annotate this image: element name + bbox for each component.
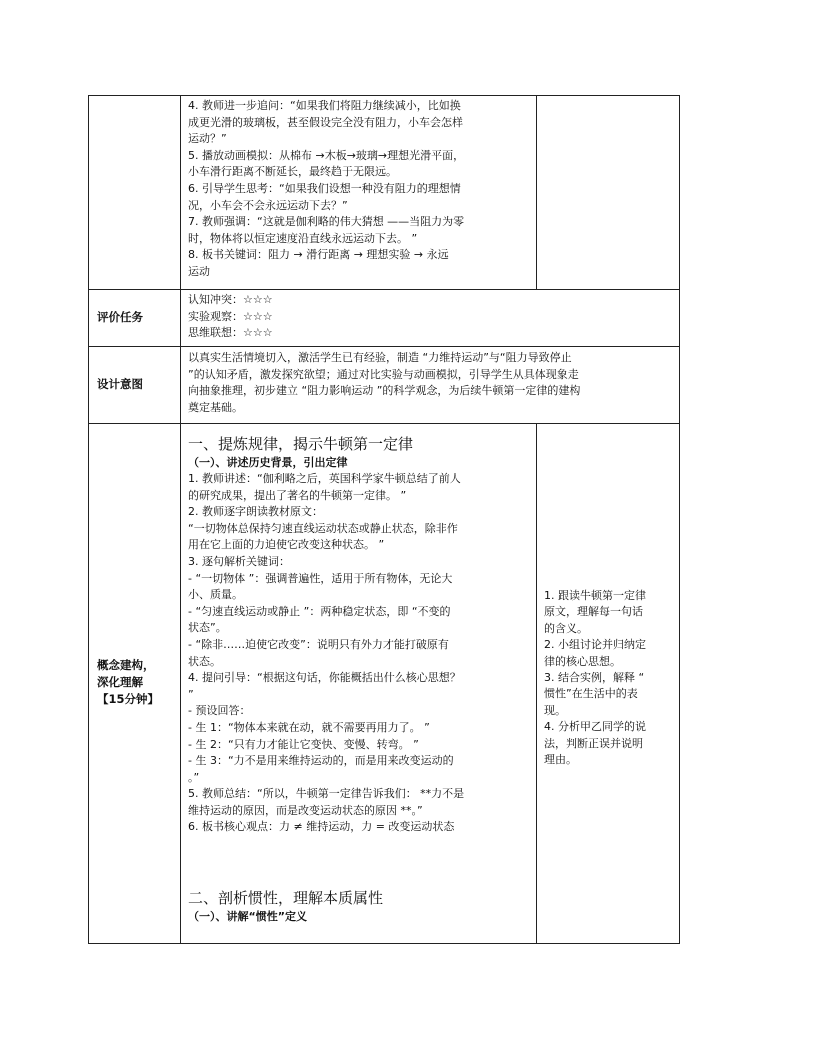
row-divider-1 — [89, 289, 679, 290]
text-line: 4. 分析甲乙同学的说 — [544, 720, 646, 734]
subsection-heading: （一）、讲解“惯性”定义 — [188, 910, 307, 924]
row-label-text: 深化理解 — [97, 675, 143, 689]
section-heading: 二、剖析惯性，理解本质属性 — [188, 889, 384, 908]
rating-line: 思维联想：☆☆☆ — [188, 326, 273, 340]
text-line: - 预设回答： — [188, 704, 251, 718]
text-line: - “除非……迫使它改变”：说明只有外力才能打破原有 — [188, 637, 449, 651]
text-line: ”的认知矛盾，激发探究欲望；通过对比实验与动画模拟，引导学生从具体现象走 — [188, 367, 579, 381]
lesson-plan-table — [88, 95, 680, 944]
text-line: 2. 教师逐字朗读教材原文： — [188, 505, 323, 519]
text-line: 7. 教师强调：“这就是伽利略的伟大猜想 ——当阻力为零 — [188, 215, 465, 229]
text-line: “一切物体总保持匀速直线运动状态或静止状态，除非作 — [188, 521, 458, 535]
rating-line: 认知冲突：☆☆☆ — [188, 293, 273, 306]
row4-teacher-content — [188, 434, 534, 925]
row-label-text: 概念建构， — [97, 658, 155, 672]
section-heading: 一、提炼规律，揭示牛顿第一定律 — [188, 435, 414, 453]
column-divider-right-top — [536, 96, 537, 289]
text-line: 的含义。 — [544, 621, 588, 635]
text-line: 3. 逐句解析关键词： — [188, 554, 290, 568]
text-line: - 生 1：“物体本来就在动，就不需要再用力了。 ” — [188, 720, 430, 734]
text-line: 惯性”在生活中的表 — [544, 687, 638, 701]
row-label-text: 设计意图 — [97, 377, 143, 391]
text-line: 4. 教师进一步追问：“如果我们将阻力继续减小，比如换 — [188, 99, 461, 112]
text-line: 运动？” — [188, 132, 227, 146]
row-divider-2 — [89, 346, 679, 347]
text-line: 小车滑行距离不断延长，最终趋于无限远。 — [188, 165, 397, 179]
row3-label — [97, 376, 177, 393]
text-line: 状态。 — [188, 654, 221, 668]
row-label-text: 评价任务 — [97, 310, 143, 324]
text-line: 时，物体将以恒定速度沿直线永远运动下去。 ” — [188, 231, 418, 245]
text-line: 运动 — [188, 264, 210, 278]
text-line: 5. 教师总结：“所以，牛顿第一定律告诉我们： **力不是 — [188, 787, 465, 801]
text-line: - “匀速直线运动或静止 ”：两种稳定状态，即 “不变的 — [188, 604, 451, 618]
row-label-text: 【15分钟】 — [97, 692, 160, 706]
text-line: 原文，理解每一句话 — [544, 605, 643, 619]
text-line: 8. 板书关键词：阻力 → 滑行距离 → 理想实验 → 永远 — [188, 248, 449, 262]
text-line: - 生 2：“只有力才能让它变快、变慢、转弯。 ” — [188, 737, 419, 751]
text-line: 的研究成果，提出了著名的牛顿第一定律。 ” — [188, 488, 407, 502]
row1-content — [188, 98, 534, 281]
text-line: 奠定基础。 — [188, 400, 243, 414]
rating-line: 实验观察：☆☆☆ — [188, 309, 273, 323]
row2-label — [97, 309, 177, 326]
row4-student-content — [544, 588, 676, 768]
column-divider-left — [180, 96, 181, 944]
row4-label — [97, 657, 179, 708]
text-line: - 生 3：“力不是用来维持运动的，而是用来改变运动的 — [188, 754, 454, 768]
row-divider-3 — [89, 423, 679, 424]
text-line: 况，小车会不会永远运动下去？” — [188, 198, 348, 212]
text-line: 2. 小组讨论并归纳定 — [544, 638, 646, 652]
row2-content — [188, 292, 668, 342]
text-line: 。” — [188, 770, 200, 784]
text-line: 理由。 — [544, 753, 577, 767]
text-line: 3. 结合实例，解释 “ — [544, 671, 645, 685]
text-line: 用在它上面的力迫使它改变这种状态。 ” — [188, 538, 385, 552]
subsection-heading: （一）、讲述历史背景，引出定律 — [188, 456, 348, 469]
text-line: 小、质量。 — [188, 588, 243, 602]
text-line: 维持运动的原因，而是改变运动状态的原因 **。” — [188, 803, 423, 817]
text-line: 状态”。 — [188, 621, 227, 635]
column-divider-right-bottom — [536, 423, 537, 944]
row3-content — [188, 350, 676, 416]
text-line: 现。 — [544, 703, 566, 717]
text-line: 成更光滑的玻璃板，甚至假设完全没有阻力，小车会怎样 — [188, 115, 463, 129]
text-line: 律的核心思想。 — [544, 654, 621, 668]
text-line: 以真实生活情境切入，激活学生已有经验，制造 “力维持运动”与“阻力导致停止 — [188, 351, 572, 364]
text-line: 6. 板书核心观点：力 ≠ 维持运动，力 = 改变运动状态 — [188, 820, 455, 834]
text-line: 4. 提问引导：“根据这句话，你能概括出什么核心思想？ — [188, 671, 461, 685]
text-line: 6. 引导学生思考：“如果我们设想一种没有阻力的理想情 — [188, 181, 461, 195]
text-line: - “一切物体 ”：强调普遍性，适用于所有物体，无论大 — [188, 571, 453, 585]
text-line: 向抽象推理，初步建立 “阻力影响运动 ”的科学观念，为后续牛顿第一定律的建构 — [188, 384, 581, 398]
text-line: 法，判断正误并说明 — [544, 736, 643, 750]
text-line: 5. 播放动画模拟：从棉布 →木板→玻璃→理想光滑平面， — [188, 148, 465, 162]
text-line: 1. 跟读牛顿第一定律 — [544, 589, 646, 602]
text-line: ” — [188, 687, 194, 701]
text-line: 1. 教师讲述：“伽利略之后，英国科学家牛顿总结了前人 — [188, 472, 461, 485]
